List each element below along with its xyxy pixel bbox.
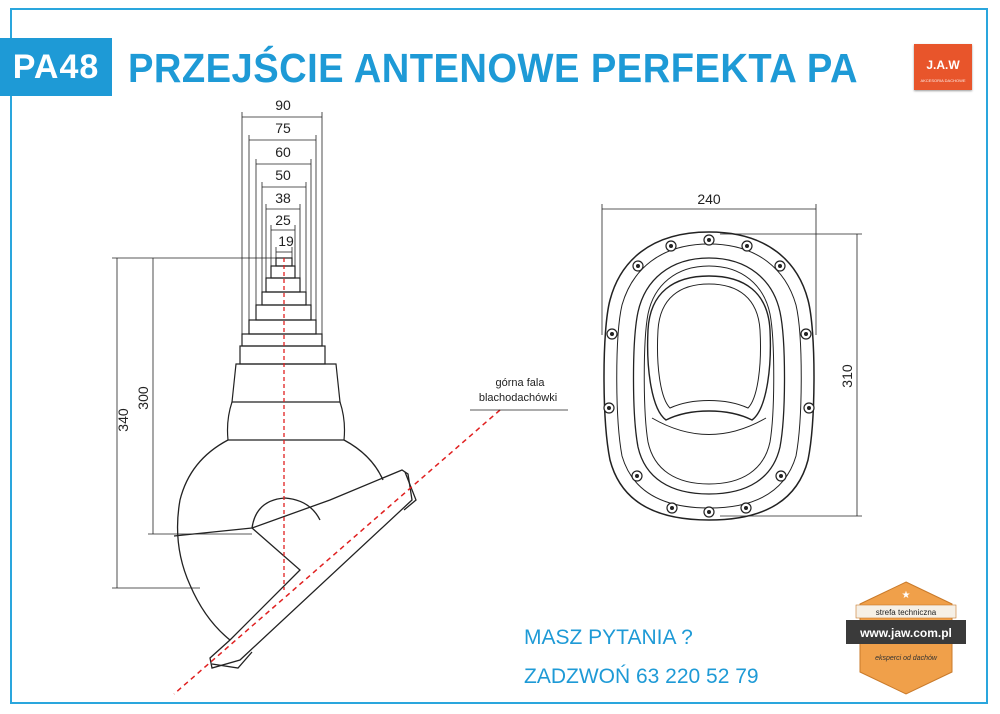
star-icon: ★ bbox=[901, 590, 911, 601]
dim-240-label: 240 bbox=[697, 191, 721, 207]
bolt-center bbox=[778, 264, 782, 268]
height-dimensions bbox=[112, 258, 280, 588]
bolt-center bbox=[607, 406, 611, 410]
dim-310-label: 310 bbox=[839, 364, 855, 388]
bolt-center bbox=[669, 244, 673, 248]
dim-340-label: 340 bbox=[115, 408, 131, 432]
top-view bbox=[602, 191, 862, 520]
dim-75-label: 75 bbox=[275, 120, 291, 136]
product-code-badge: PA48 bbox=[0, 38, 112, 96]
bolt-center bbox=[707, 510, 711, 514]
dim-60-label: 60 bbox=[275, 144, 291, 160]
stepped-cone bbox=[228, 258, 345, 440]
badge-slogan: eksperci od dachów bbox=[875, 655, 937, 662]
dim-300-label: 300 bbox=[135, 386, 151, 410]
bolt-center bbox=[779, 474, 783, 478]
dim-90-label: 90 bbox=[275, 97, 291, 113]
dim-25-label: 25 bbox=[275, 212, 291, 228]
bolt-center bbox=[804, 332, 808, 336]
bolt-center bbox=[707, 238, 711, 242]
annotation-line1: górna fala bbox=[495, 377, 545, 389]
bolt-center bbox=[670, 506, 674, 510]
pipe-opening bbox=[648, 276, 771, 420]
bolt-center bbox=[636, 264, 640, 268]
bolt-center bbox=[807, 406, 811, 410]
dim-19-label: 19 bbox=[278, 233, 294, 249]
contact-phone: ZADZWOŃ 63 220 52 79 bbox=[524, 665, 759, 688]
bolt-center bbox=[744, 506, 748, 510]
bolt-center bbox=[635, 474, 639, 478]
annotation-line2: blachodachówki bbox=[478, 392, 558, 404]
logo-text: J.A.W bbox=[926, 58, 960, 72]
roof-wave-line bbox=[174, 410, 500, 694]
bolt-center bbox=[610, 332, 614, 336]
side-view bbox=[112, 97, 568, 694]
top-view-dimensions bbox=[602, 204, 862, 516]
page-title: PRZEJŚCIE ANTENOWE PERFEKTA PA bbox=[128, 45, 859, 91]
bolt-center bbox=[745, 244, 749, 248]
pipe-opening-rim bbox=[658, 284, 761, 408]
badge-url: www.jaw.com.pl bbox=[860, 626, 952, 640]
dim-38-label: 38 bbox=[275, 190, 291, 206]
logo-subtext: AKCESORIA DACHOWE bbox=[920, 78, 966, 83]
badge-label: strefa techniczna bbox=[875, 608, 937, 617]
dome-base bbox=[174, 440, 416, 668]
inner-ring-inner bbox=[644, 266, 774, 484]
dim-50-label: 50 bbox=[275, 167, 291, 183]
top-width-labels bbox=[275, 97, 294, 249]
contact-question: MASZ PYTANIA ? bbox=[524, 626, 693, 649]
strefa-techniczna-badge bbox=[846, 582, 966, 694]
opening-bottom-lip bbox=[652, 418, 766, 435]
